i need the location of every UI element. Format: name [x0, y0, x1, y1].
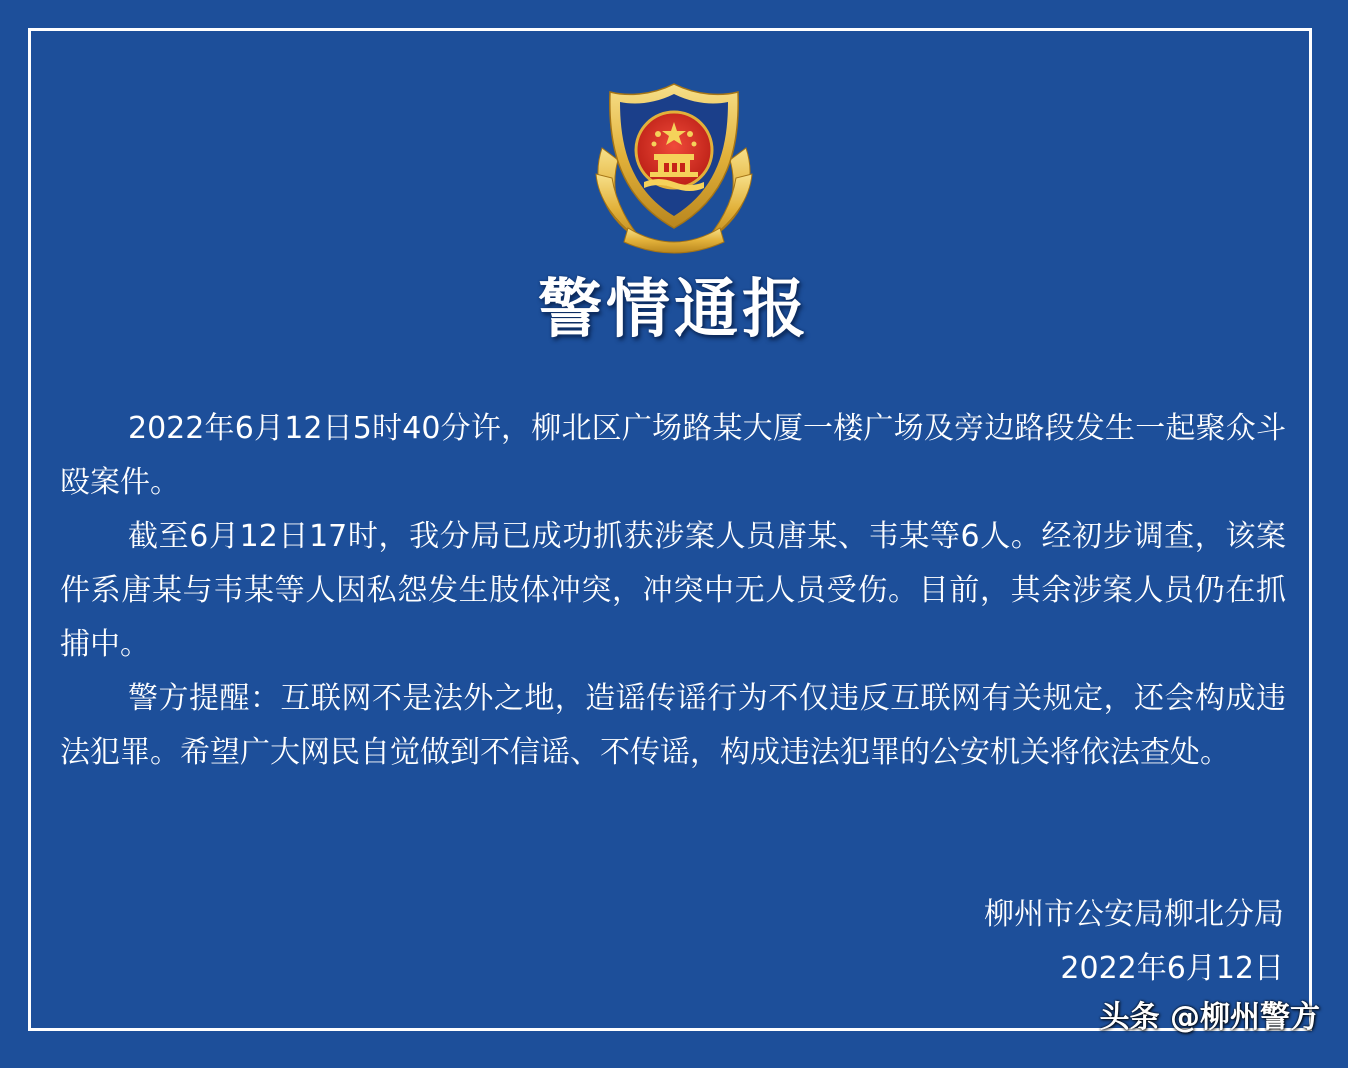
paragraph-arrests: 截至6月12日17时，我分局已成功抓获涉案人员唐某、韦某等6人。经初步调查，该案件系唐某与韦某等人因私怨发生肢体冲突，冲突中无人员受伤。目前，其余涉案人员仍在抓捕中。 [60, 519, 1286, 662]
signature-block [984, 888, 1284, 996]
source-watermark: 头条 @柳州警方 [1099, 1000, 1320, 1035]
paragraph-warning: 警方提醒：互联网不是法外之地，造谣传谣行为不仅违反互联网有关规定，还会构成违法犯罪。希望广大网民自觉做到不信谣、不传谣，构成违法犯罪的公安机关将依法查处。 [60, 681, 1286, 770]
notice-title: 警情通报 [538, 273, 810, 347]
police-badge-icon [588, 78, 760, 258]
paragraph-incident: 2022年6月12日5时40分许，柳北区广场路某大厦一楼广场及旁边路段发生一起聚众斗殴案件。 [60, 411, 1286, 500]
notice-body [60, 402, 1286, 780]
signature-organization: 柳州市公安局柳北分局 [984, 897, 1284, 932]
signature-date: 2022年6月12日 [1060, 951, 1284, 986]
